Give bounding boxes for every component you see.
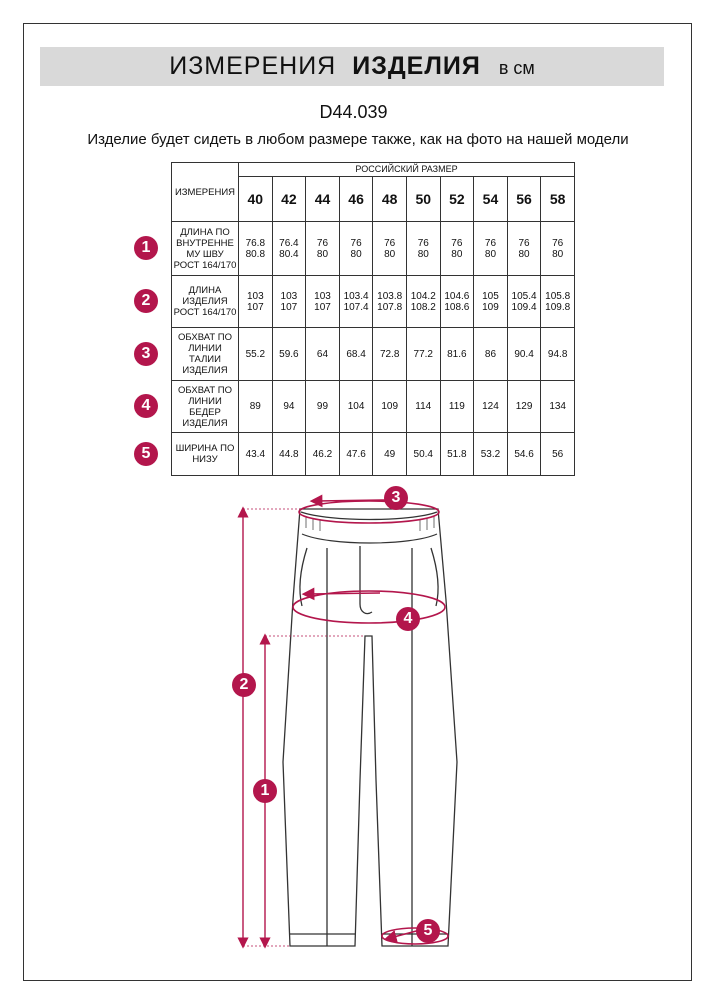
marker-3-badge: 3 [384,486,408,510]
value-line: 72.8 [379,348,400,360]
size-header-52: 52 [440,177,474,222]
value-line: 80.4 [279,248,299,260]
value-line: 107 [314,301,331,313]
value-line: 46.2 [312,448,333,460]
value-line: 76 [518,237,530,249]
value-line: 76 [316,237,329,249]
value-line: 64 [316,348,329,360]
value-line: 104 [347,401,365,412]
value-line: 76 [384,237,396,249]
value-line: 107 [246,301,264,313]
measurement-label-line: БЕДЕР [189,406,221,418]
value-line: 68.4 [346,348,366,360]
value-line: 76 [484,237,497,249]
title-part1: ИЗМЕРЕНИЯ [169,52,337,80]
value-line: 80 [316,248,329,260]
size-header-50: 50 [406,177,440,222]
value-line: 53.2 [480,448,501,460]
value-line: 103 [246,290,264,302]
size-header-54: 54 [474,177,508,222]
row-number-badge: 3 [134,342,158,366]
value-line: 50.4 [413,448,433,460]
value-line: 43.4 [245,448,266,460]
measurement-label-line: ВНУТРЕННЕ [176,237,234,249]
value-line: 49 [384,448,396,460]
value-line: 94.8 [547,348,568,360]
value-line: 105 [482,290,499,302]
value-line: 76 [552,237,564,249]
measurement-label-line: НИЗУ [192,454,218,465]
value-line: 103 [280,290,298,302]
value-line: 104.2 [410,290,436,302]
measurement-label-line: ИЗДЕЛИЯ [182,365,228,376]
value-line: 77.2 [413,348,433,360]
value-line: 54.6 [514,448,534,460]
value-line: 76 [417,237,429,249]
value-line: 103.4 [343,290,369,302]
value-line: 134 [549,401,566,412]
measurement-label-line: ДЛИНА ПО [180,226,230,238]
value-line: 90.4 [514,348,534,360]
value-line: 99 [316,401,329,412]
measurement-label-line: ЛИНИИ [188,395,222,407]
value-line: 129 [515,401,533,412]
value-line: 80 [384,248,396,260]
size-header-48: 48 [373,177,407,222]
marker-1-badge: 1 [253,779,277,803]
value-line: 80 [552,248,564,260]
size-group-label: РОССИЙСКИЙ РАЗМЕР [239,163,575,177]
value-line: 107.8 [377,301,403,313]
value-line: 47.6 [346,448,366,460]
value-line: 86 [484,348,497,360]
value-line: 104.6 [444,290,470,302]
value-line: 80 [350,248,362,260]
size-header-44: 44 [306,177,340,222]
corner-label: ИЗМЕРЕНИЯ [172,163,239,222]
value-line: 107 [280,301,298,313]
value-line: 76.8 [245,237,266,249]
measurement-label-line: РОСТ 164/170 [173,259,237,271]
measurement-label-line: ИЗДЕЛИЯ [182,417,228,429]
marker-4-badge: 4 [396,607,420,631]
measurement-label-line: ТАЛИИ [189,354,221,365]
value-line: 55.2 [245,348,266,360]
value-line: 76.4 [279,237,299,249]
row-number-badge: 1 [134,236,158,260]
value-line: 80 [484,248,497,260]
value-line: 80 [451,248,463,260]
value-line: 59.6 [279,348,299,360]
value-line: 94 [283,401,295,412]
value-line: 103.8 [377,290,403,302]
value-line: 107.4 [343,301,369,313]
value-line: 109 [482,301,499,313]
title-part2: ИЗДЕЛИЯ [352,52,481,80]
measurement-label-line: ЛИНИИ [188,343,222,354]
marker-2-badge: 2 [232,673,256,697]
value-line: 105.4 [511,290,537,302]
value-line: 76 [350,237,362,249]
value-line: 114 [415,401,432,412]
size-header-42: 42 [272,177,306,222]
size-header-40: 40 [239,177,273,222]
value-line: 119 [448,401,465,412]
value-line: 89 [249,401,261,412]
measurement-label-line: РОСТ 164/170 [173,307,237,318]
size-header-58: 58 [541,177,575,222]
value-line: 81.6 [447,348,467,360]
value-line: 80.8 [245,248,266,260]
value-line: 44.8 [279,448,299,460]
value-line: 80 [518,248,530,260]
row-number-badge: 2 [134,289,158,313]
fit-note: Изделие будет сидеть в любом размере также, как на фото на нашей модели [87,131,629,148]
measurement-label-line: ШИРИНА ПО [175,443,235,454]
value-line: 56 [552,448,564,460]
value-line: 80 [417,248,429,260]
measurement-label-line: ОБХВАТ ПО [177,332,233,343]
value-line: 76 [451,237,463,249]
value-line: 103 [314,290,331,302]
value-line: 105.8 [545,290,571,302]
marker-5-badge: 5 [416,919,440,943]
measurement-label-line: МУ ШВУ [186,248,224,260]
measurement-label-line: ДЛИНА [188,285,222,296]
pants-outline [283,509,457,946]
size-header-56: 56 [507,177,541,222]
value-line: 51.8 [447,448,467,460]
article-code: D44.039 [319,102,388,122]
value-line: 109.4 [511,301,537,313]
value-line: 108.2 [410,301,436,313]
row-number-badge: 5 [134,442,158,466]
row-number-badge: 4 [134,394,158,418]
value-line: 109.8 [545,301,571,313]
value-line: 124 [482,401,499,412]
value-line: 108.6 [444,301,470,313]
size-header-46: 46 [339,177,373,222]
measurement-label-line: ИЗДЕЛИЯ [182,296,228,307]
measurement-label-line: ОБХВАТ ПО [177,384,233,396]
value-line: 109 [381,401,399,412]
title-unit: в см [498,58,535,78]
